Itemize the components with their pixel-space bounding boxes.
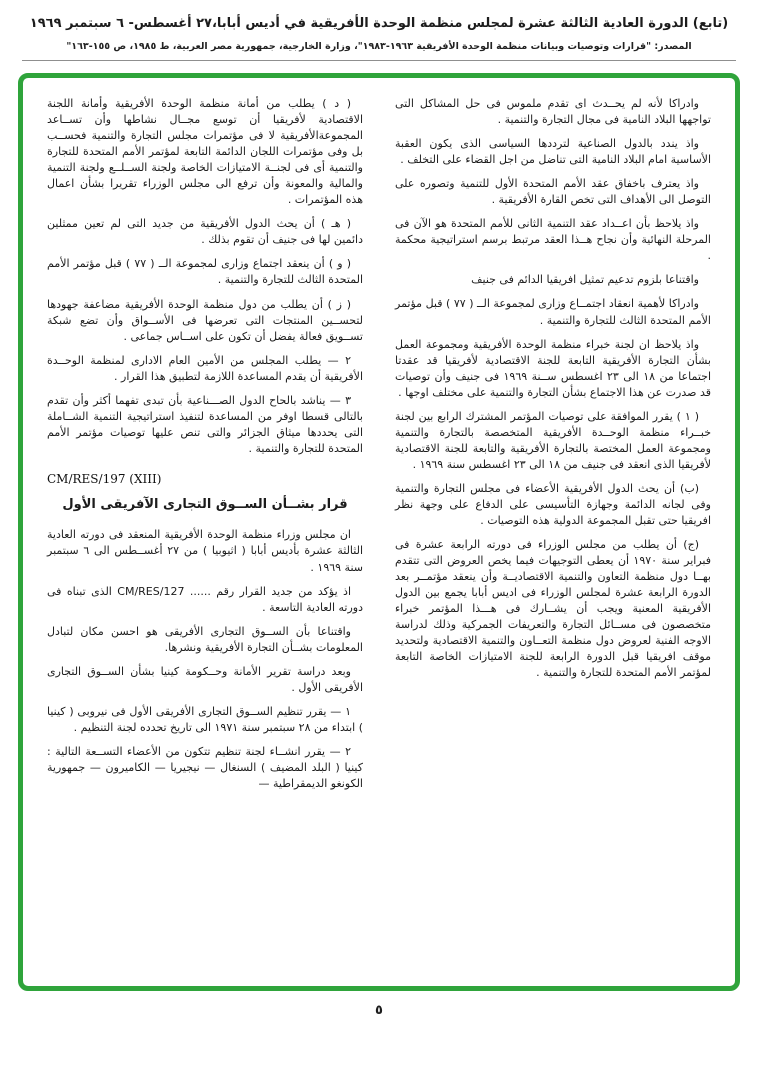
page-footer [0,991,758,1028]
paragraph: اذ يؤكد من جديد القرار رقم ...... CM/RES/127 الذى تبناه فى دورته العادية التاسعة . [47,584,363,614]
paragraph: ( د ) يطلب من أمانة منظمة الوحدة الأفريقية وأمانة اللجنة الاقتصادية لأفريقيا أن توسع مجــال نشاطها وأن تســاعد المجموعةالأفريقية لا فى مؤتمرات مجلس التجارة والتنمية فحســب بل وفى مؤتمرات اللجان الدائمة التابعة لمؤتمر الأمم المتحدة للتجارة والتنمية أى فى لجنــة الامتيازات الخاصة ولجنة الســلــع ولجنة التنمية والمالية والمعونة وأن ترفع الى مجلس الوزراء تقريرا بشأن اعمال هذه المؤتمرات . [47,97,363,207]
paragraph: ( هـ ) أن يحث الدول الأفريقية من جديد التى لم تعين ممثلين دائمين لها فى جنيف أن تقوم بذلك . [47,217,363,247]
paragraph: (ب) أن يحث الدول الأفريقية الأعضاء فى مجلس التجارة والتنمية وفى لجانه الدائمة وجهازة التأسيسى على الدفاع على وجهة نظر افريقيا حتى تقبل المجموعة الدولية هذه التوصيات . [395,481,711,528]
paragraph: واذ يلاحظ ان لجنة خبراء منظمة الوحدة الأفريقية ومجموعة العمل بشأن التجارة الأفريقية التابعة للجنة الاقتصادية لأفريقيا قد عقدتا اجتماعا من ١٨ الى ٢٣ اغسطس ســنة ١٩٦٩ فى جنيف وأن توصيات قد صدرت عن هذا الاجتماع بشأن التجارة والتنمية على مختلف اوجها . [395,337,711,399]
text-columns [47,96,711,800]
paragraph: ( و ) أن ينعقد اجتماع وزارى لمجموعة الــ ( ٧٧ ) قبل مؤتمر الأمم المتحدة الثالث للتجارة والتنمية . [47,257,363,287]
paragraph: واذ يندد بالدول الصناعية لترددها السياسى الذى يكون العقبة الأساسية امام البلاد النامية التى تناضل من اجل القضاء على التخلف . [395,137,711,167]
document-title: (تابع) الدورة العادية الثالثة عشرة لمجلس منظمة الوحدة الأفريقية في أديس أبابا،٢٧ أغسطس- ٦ سبتمبر ١٩٦٩ [29,16,729,31]
paragraph: ( ١ ) يقرر الموافقة على توصيات المؤتمر المشترك الرابع بين لجنة خبــراء منظمة الوحــدة الأفريقية المتخصصة بالتجارة والتنمية ومجموعة العمل المختصة بالتجارة الأفريقية والتابعة للجنة الاقتصادية لأفريقيا الذى انعقد فى جنيف من ١٨ الى ٢٣ اغسطس سنة ١٩٦٩ . [395,409,711,471]
paragraph: واقتناعا بأن الســوق التجارى الأفريقى هو احسن مكان لتبادل المعلومات بشــأن التجارة الأفريقية ونشرها. [47,624,363,654]
document-source: المصدر: "قرارات وتوصيات وبيانات منظمة الوحدة الأفريقية ١٩٦٣-١٩٨٣"، وزارة الخارجية، جمهورية مصر العربية، ط ١٩٨٥، ص ١٥٥-١٦٣" [22,41,736,61]
resolution-ref: CM/RES/197 (XIII) [47,471,162,486]
paragraph: ( ز ) أن يطلب من دول منظمة الوحدة الأفريقية مضاعفة جهودها لتحســين المنتجات التى تعرضها فى الأســواق وأن تضع شبكة تســويق فعالة يفضل أن تكون على اســاس جماعى . [47,297,363,343]
paragraph: ٢ — يطلب المجلس من الأمين العام الادارى لمنظمة الوحــدة الأفريقية أن يقدم المساعدة اللازمة لتطبيق هذا القرار . [47,353,363,383]
resolution-title: قرار بشــأن الســوق التجارى الآفريقى الأول [62,497,348,513]
paragraph: وادراكا لأهمية انعقاد اجتمــاع وزارى لمجموعة الــ ( ٧٧ ) قبل مؤتمر الأمم المتحدة الثالث للتجارة والتنمية . [395,297,711,327]
paragraph: وادراكا لأنه لم يحــدث اى تقدم ملموس فى حل المشاكل التى تواجهها البلاد النامية فى مجال التجارة والتنمية . [395,97,711,127]
paragraph: واذ يلاحظ بأن اعــداد عقد التنمية الثانى للأمم المتحدة هو الآن فى المرحلة النهائية وأن نجاح هــذا العقد مرتبط برسم استراتيجية محكمة . [395,217,711,263]
paragraph: ٣ — يناشد بالحاح الدول الصـــناعية بأن تبدى تفهما أكثر وأن تقدم بالتالى قسطا اوفر من المساعدة لتنفيذ استراتيجية التنمية الشــاملة التى يحددها ميثاق الجزائر والتى تنص عليها توصيات مؤتمر الأمم المتحدة للتجارة والتنمية . [47,393,363,455]
document-header [0,0,758,61]
page-number: ٥ [375,1003,383,1018]
paragraph: ان مجلس وزراء منظمة الوحدة الأفريقية المنعقد فى دورته العادية الثالثة عشرة بأديس أبابا ( اثيوبيا ) من ٢٧ أغســطس الى ٦ سبتمبر سنة ١٩٦٩ . [47,528,363,574]
paragraph: ٢ — يقرر انشــاء لجنة تنظيم تتكون من الأعضاء التســعة التالية : كينيا ( البلد المضيف ) السنغال — نيجيريا — الكاميرون — جمهورية الكونغو الديمقراطية — [47,744,363,791]
paragraph: ١ — يقرر تنظيم الســوق التجارى الأفريقى الأول فى نيروبى ( كينيا ) ابتداء من ٢٨ سبتمبر سنة ١٩٧١ الى تاريخ تحدده لجنة التنظيم . [47,704,363,734]
content-frame [18,73,740,991]
right-column [395,96,711,800]
paragraph: وبعد دراسة تقرير الأمانة وحــكومة كينيا بشأن الســوق التجارى الأفريقى الأول . [47,664,363,694]
left-column [47,96,363,800]
paragraph: واذ يعترف باخفاق عقد الأمم المتحدة الأول للتنمية وتصوره على التوصل الى الأهداف التى تخص القارة الأفريقية . [395,177,711,207]
paragraph: (ج) أن يطلب من مجلس الوزراء فى دورته الرابعة عشرة فى فبراير سنة ١٩٧٠ أن يعطى التوجيهات فيما يخص العروض التى تتقدم بهــا دول منظمة التعاون والتنمية الاقتصاديــة وأن ينعقد مؤتمــر بعد الدورة الرابعة عشرة لمجلس الوزراء فى اديس أبابا يجمع بين الدول الأفريقية المعنية ويجب أن يشــارك فى هـــذا المؤتمر خبراء متخصصون فى مســائل التجارة والتعريفات الجمركية وذلك لدراسة الاوجه الفنية لعروض دول منظمة التعــاون والتنمية الاقتصادية ولتحديد موقف افريقيا قبل الدورة الرابعة للجنة الامتيازات الخاصة التابعة لمؤتمر الأمم المتحدة للتجارة والتنمية . [395,538,711,680]
paragraph: واقتناعا بلزوم تدعيم تمثيل افريقيا الدائم فى جنيف [471,273,699,287]
